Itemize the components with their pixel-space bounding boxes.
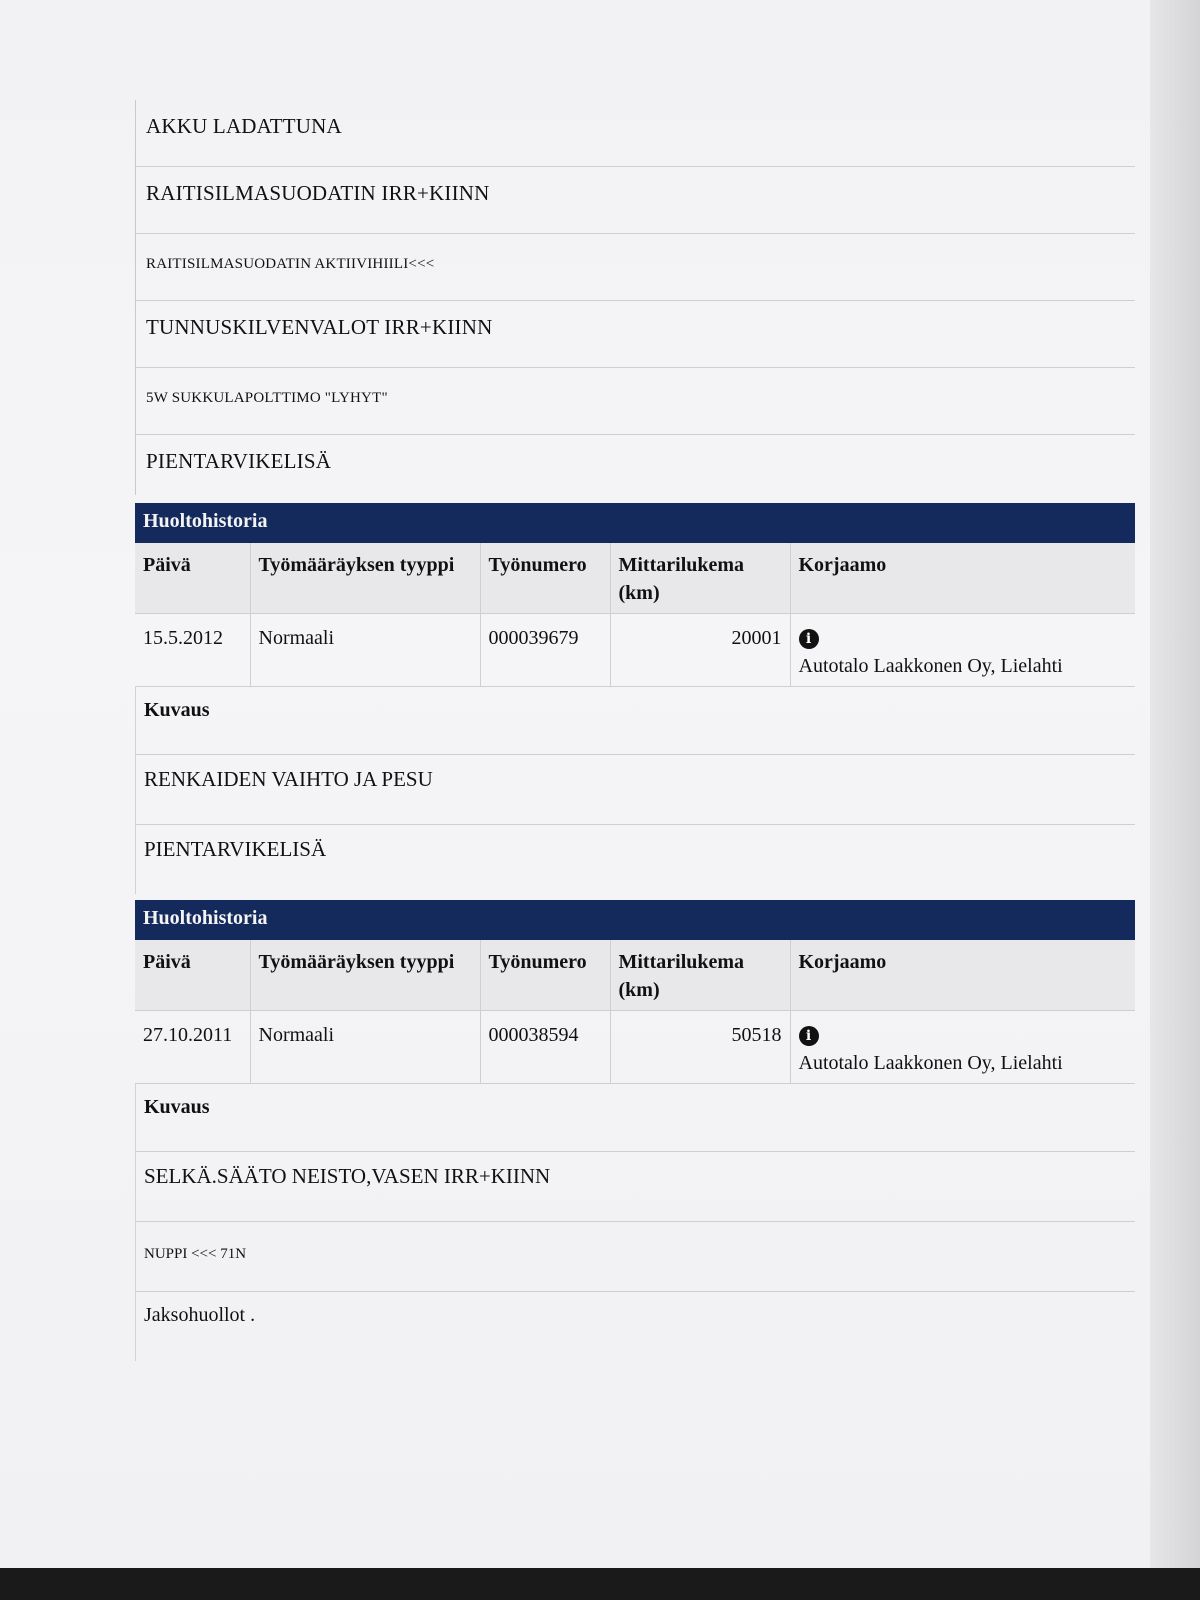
- column-header-work-number: Työnumero: [480, 543, 610, 614]
- column-header-odometer: Mittarilukema (km): [610, 543, 790, 614]
- work-item: RAITISILMASUODATIN IRR+KIINN: [136, 167, 1135, 234]
- description-label: Kuvaus: [136, 686, 1135, 754]
- work-item: TUNNUSKILVENVALOT IRR+KIINN: [136, 301, 1135, 368]
- cell-date: 15.5.2012: [135, 614, 250, 687]
- column-header-workshop: Korjaamo: [790, 543, 1135, 614]
- cell-odometer: 50518: [610, 1011, 790, 1084]
- cell-work-number: 000038594: [480, 1011, 610, 1084]
- work-item-list: [135, 100, 1135, 495]
- description-line: NUPPI <<< 71N: [136, 1221, 1135, 1291]
- service-history-header: Huoltohistoria: [135, 503, 1135, 543]
- work-item: 5W SUKKULAPOLTTIMO "LYHYT": [136, 368, 1135, 435]
- column-header-date: Päivä: [135, 543, 250, 614]
- cell-workshop: [790, 1011, 1135, 1084]
- paper-stack-edge: [1150, 0, 1200, 1600]
- work-item: PIENTARVIKELISÄ: [146, 449, 332, 473]
- description-block: [135, 1083, 1135, 1361]
- description-line: SELKÄ.SÄÄTO NEISTO,VASEN IRR+KIINN: [136, 1151, 1135, 1221]
- table-header-row: [135, 940, 1135, 1011]
- column-header-type: Työmääräyksen tyyppi: [250, 543, 480, 614]
- column-header-type: Työmääräyksen tyyppi: [250, 940, 480, 1011]
- service-history-entry: [135, 900, 1135, 1361]
- service-history-table: [135, 543, 1135, 686]
- description-line: Jaksohuollot .: [136, 1291, 1135, 1361]
- column-header-work-number: Työnumero: [480, 940, 610, 1011]
- cell-type: Normaali: [250, 1011, 480, 1084]
- column-header-workshop: Korjaamo: [790, 940, 1135, 1011]
- description-line: RENKAIDEN VAIHTO JA PESU: [136, 754, 1135, 824]
- cell-date: 27.10.2011: [135, 1011, 250, 1084]
- cell-work-number: 000039679: [480, 614, 610, 687]
- cell-type: Normaali: [250, 614, 480, 687]
- table-row: [135, 1011, 1135, 1084]
- column-header-date: Päivä: [135, 940, 250, 1011]
- table-row: [135, 614, 1135, 687]
- table-surface: [0, 1568, 1200, 1600]
- document-content: [135, 100, 1135, 1361]
- service-history-entry: [135, 503, 1135, 894]
- column-header-odometer: Mittarilukema (km): [610, 940, 790, 1011]
- workshop-name: Autotalo Laakkonen Oy, Lielahti: [798, 655, 1063, 677]
- work-item: AKKU LADATTUNA: [136, 100, 1135, 167]
- service-history-table: [135, 940, 1135, 1083]
- description-label: Kuvaus: [136, 1083, 1135, 1151]
- cell-odometer: 20001: [610, 614, 790, 687]
- table-header-row: [135, 543, 1135, 614]
- info-icon[interactable]: i: [799, 629, 819, 649]
- description-block: [135, 686, 1135, 894]
- service-history-header: Huoltohistoria: [135, 900, 1135, 940]
- description-line: PIENTARVIKELISÄ: [136, 824, 1135, 894]
- cell-workshop: [790, 614, 1135, 687]
- work-item: RAITISILMASUODATIN AKTIIVIHIILI<<<: [136, 234, 1135, 301]
- info-icon[interactable]: i: [799, 1026, 819, 1046]
- workshop-name: Autotalo Laakkonen Oy, Lielahti: [798, 1052, 1063, 1074]
